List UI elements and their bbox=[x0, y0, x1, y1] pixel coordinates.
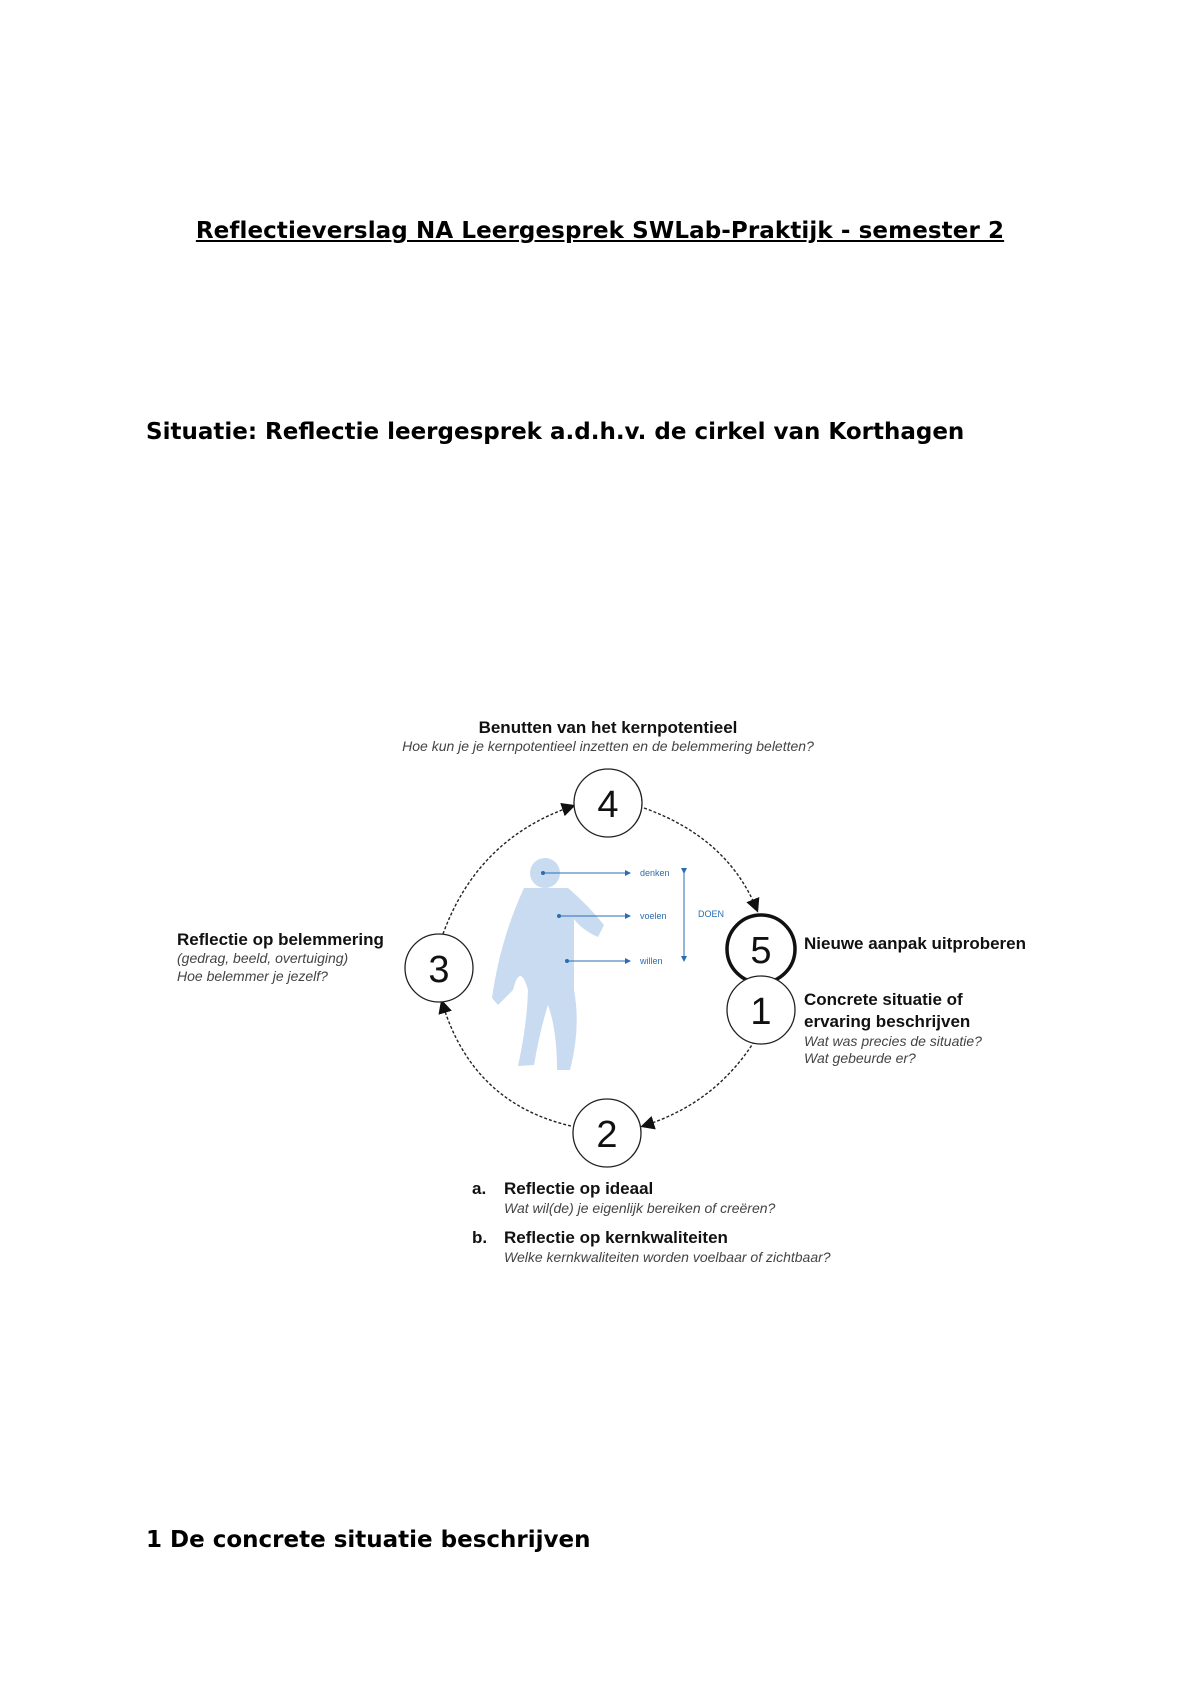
step-3-circle bbox=[405, 934, 473, 1002]
step-1-title-line2: ervaring beschrijven bbox=[804, 1012, 971, 1031]
step-5-title: Nieuwe aanpak uitproberen bbox=[804, 934, 1026, 953]
cycle-arc-1-to-2 bbox=[643, 1037, 757, 1126]
step-1-title-line1: Concrete situatie of bbox=[804, 990, 963, 1009]
label-denken: denken bbox=[640, 868, 670, 878]
cycle-arc-2-to-3 bbox=[442, 1002, 571, 1126]
step-2-a-marker: a. bbox=[472, 1179, 487, 1198]
step-4-title: Benutten van het kernpotentieel bbox=[478, 718, 738, 737]
step-1-question-line1: Wat was precies de situatie? bbox=[804, 1033, 982, 1049]
step-2-b-marker: b. bbox=[472, 1228, 488, 1247]
step-3-sub-line2: Hoe belemmer je jezelf? bbox=[177, 968, 328, 984]
svg-text:4: 4 bbox=[597, 784, 619, 826]
step-5-circle bbox=[727, 915, 795, 983]
step-2-a-title: Reflectie op ideaal bbox=[504, 1179, 654, 1198]
step-2-b-title: Reflectie op kernkwaliteiten bbox=[504, 1228, 728, 1247]
cycle-arc-4-to-5 bbox=[644, 808, 757, 910]
label-willen: willen bbox=[640, 956, 663, 966]
svg-text:2: 2 bbox=[596, 1114, 618, 1156]
situatie-heading: Situatie: Reflectie leergesprek a.d.h.v. de cirkel van Korthagen bbox=[146, 419, 965, 445]
svg-text:5: 5 bbox=[750, 930, 772, 972]
section-1-heading: 1 De concrete situatie beschrijven bbox=[146, 1527, 591, 1553]
human-figure bbox=[492, 858, 604, 1070]
step-3-sub-line1: (gedrag, beeld, overtuiging) bbox=[177, 950, 349, 966]
step-2-b-question: Welke kernkwaliteiten worden voelbaar of zichtbaar? bbox=[504, 1249, 831, 1265]
svg-text:1: 1 bbox=[750, 991, 772, 1033]
step-4-circle bbox=[574, 769, 642, 837]
label-doen: DOEN bbox=[698, 909, 725, 919]
document-title: Reflectieverslag NA Leergesprek SWLab-Praktijk - semester 2 bbox=[195, 218, 1005, 244]
step-1-question-line2: Wat gebeurde er? bbox=[804, 1050, 916, 1066]
step-2-circle bbox=[573, 1099, 641, 1167]
step-2-a-question: Wat wil(de) je eigenlijk bereiken of creëren? bbox=[504, 1200, 776, 1216]
label-voelen: voelen bbox=[640, 911, 667, 921]
step-4-question: Hoe kun je je kernpotentieel inzetten en de belemmering beletten? bbox=[402, 738, 814, 754]
figure-body bbox=[492, 888, 604, 1070]
step-1-circle bbox=[727, 976, 795, 1044]
svg-text:3: 3 bbox=[428, 949, 450, 991]
step-3-title: Reflectie op belemmering bbox=[177, 930, 384, 949]
